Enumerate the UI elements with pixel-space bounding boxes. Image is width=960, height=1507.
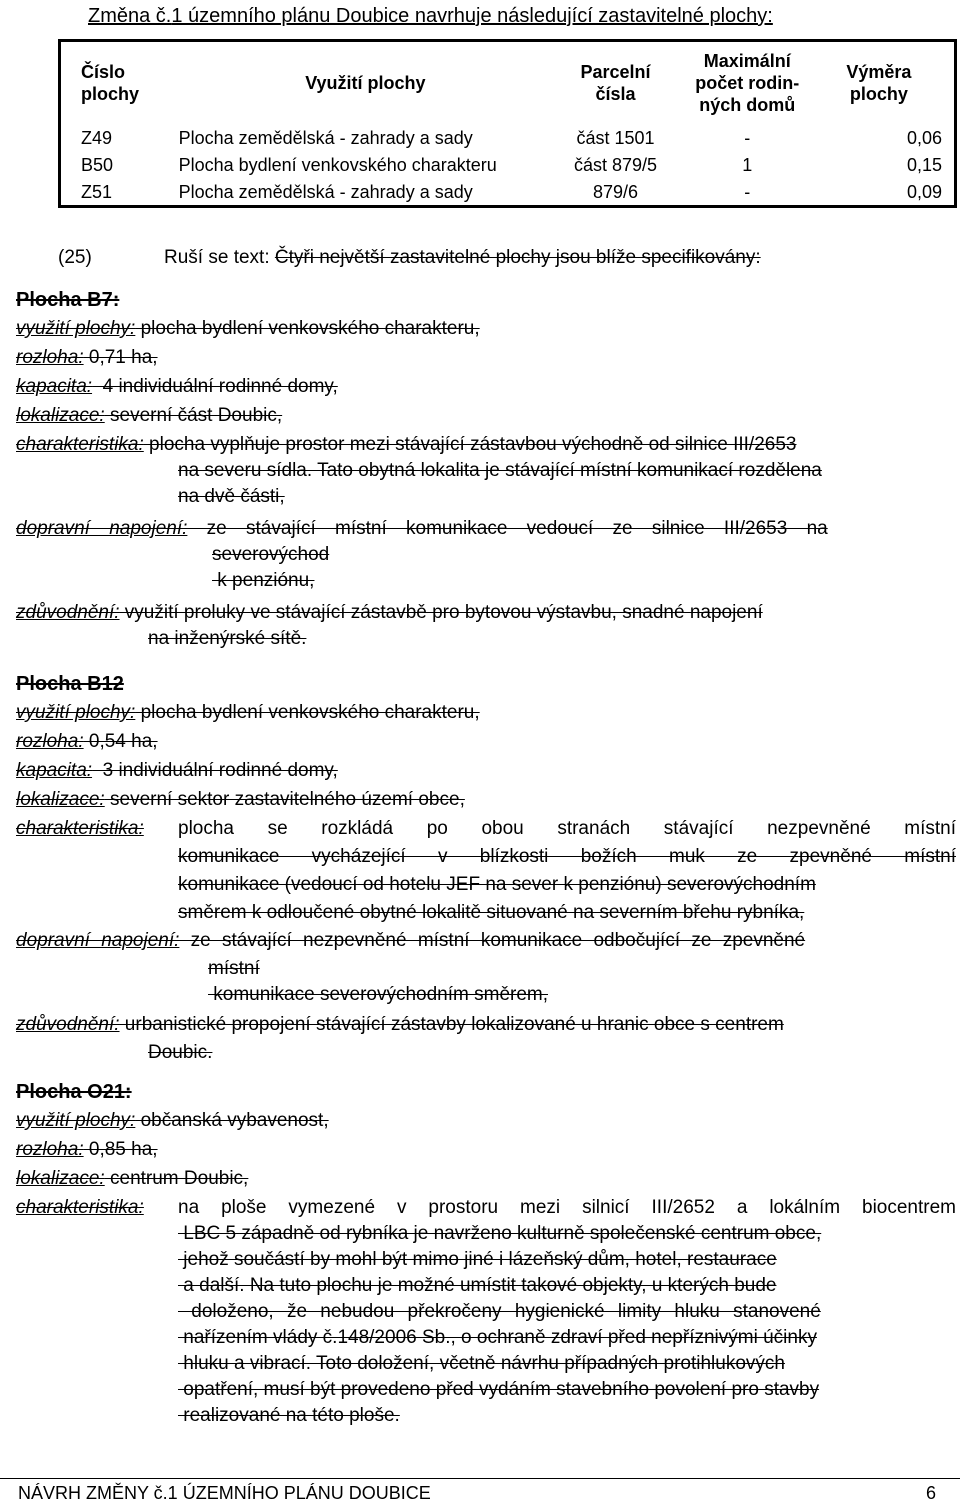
header-vymera [816, 41, 956, 125]
o21-char-line6: nařízením vlády č.148/2006 Sb., o ochraně zdraví před nepříznivými účinky [178, 1327, 817, 1348]
cell-cislo: Z51 [81, 181, 113, 202]
b12-vyuziti-label: využití plochy: [16, 702, 136, 723]
paragraph-25-struck: Čtyři největší zastavitelné plochy jsou blíže specifikovány: [274, 247, 761, 268]
o21-char-line8: opatření, musí být provedeno před vydáním stavebního povolení pro stavby [178, 1379, 820, 1400]
cell-cislo: Z49 [81, 127, 113, 148]
cell-vyuziti: Plocha zemědělská - zahrady a sady [178, 181, 473, 202]
o21-char-label: charakteristika: [16, 1197, 144, 1218]
header-vymera-l1: Výměra [846, 62, 912, 82]
b12-char-label: charakteristika: [16, 818, 144, 839]
header-parcelni-l2: čísla [595, 84, 636, 104]
header-cislo-l2: plochy [81, 84, 140, 104]
b12-lokalizace-value: severní sektor zastavitelného území obce, [104, 789, 465, 810]
paragraph-25-lead: Ruší se text: [164, 247, 275, 268]
header-max-l1: Maximální [703, 51, 791, 71]
b12-char-line4: směrem k odloučené obytné lokalitě situované na severním břehu rybníka, [178, 902, 805, 923]
plocha-b12-section [16, 671, 956, 1070]
b12-char-line1: plocha se rozkládá po obou stranách stávající nezpevněné místní [178, 818, 956, 839]
cell-domy: - [744, 181, 751, 202]
b12-kapacita-value: 3 individuální rodinné domy, [92, 760, 338, 781]
header-max-l2: počet rodin- [695, 73, 800, 93]
b12-kapacita-label: kapacita: [16, 760, 93, 781]
b7-rozloha [16, 345, 956, 374]
b7-char-line2: na severu sídla. Tato obytná lokalita je stávající místní komunikací rozdělena [178, 460, 822, 481]
b12-doprava-line3: komunikace severovýchodním směrem, [208, 984, 549, 1005]
page-footer [0, 1478, 960, 1507]
table-row [60, 178, 956, 207]
b7-vyuziti-value: plocha bydlení venkovského charakteru, [135, 318, 480, 339]
o21-char-line3: jehož součástí by mohl být mimo jiné i lázeňský dům, hotel, restaurace [178, 1249, 777, 1270]
b7-vyuziti-label: využití plochy: [16, 318, 136, 339]
plocha-o21-title: Plocha O21: [16, 1081, 132, 1103]
cell-vymera: 0,15 [906, 154, 942, 175]
o21-rozloha-value: 0,85 ha, [83, 1139, 158, 1160]
b7-char-line1: plocha vyplňuje prostor mezi stávající zástavbou východně od silnice III/2653 [143, 434, 797, 455]
o21-rozloha [16, 1137, 956, 1166]
intro-prefix: Změna č. [88, 5, 172, 27]
plocha-b7-title: Plocha B7: [16, 289, 120, 311]
b7-doprava-line2: severovýchod [212, 544, 330, 565]
b7-zduvodneni [16, 600, 956, 658]
b7-dopravni-napojeni [16, 516, 956, 600]
cell-domy: 1 [742, 154, 753, 175]
b7-kapacita-label: kapacita: [16, 376, 93, 397]
b12-rozloha [16, 729, 956, 758]
b12-lokalizace-label: lokalizace: [16, 789, 105, 810]
cell-vyuziti: Plocha zemědělská - zahrady a sady [178, 127, 473, 148]
header-parcelni [552, 41, 679, 125]
cell-domy: - [744, 127, 751, 148]
b12-kapacita [16, 758, 956, 787]
b12-rozloha-label: rozloha: [16, 731, 84, 752]
cell-vyuziti: Plocha bydlení venkovského charakteru [178, 154, 497, 175]
b7-rozloha-value: 0,71 ha, [83, 347, 158, 368]
cell-cislo: B50 [81, 154, 114, 175]
b12-doprava-label: dopravní napojení: [16, 930, 180, 951]
b7-vyuziti [16, 316, 956, 345]
b12-doprava-line1: ze stávající nezpevněné místní komunikace odbočující ze zpevněné [179, 930, 806, 951]
cell-parcelni: část 1501 [576, 127, 655, 148]
table-row [60, 124, 956, 151]
header-max-domu [679, 41, 816, 125]
table-row [60, 151, 956, 178]
intro-sentence [88, 2, 773, 30]
cell-vymera: 0,09 [906, 181, 942, 202]
paragraph-25 [58, 245, 761, 271]
cell-parcelni: 879/6 [592, 181, 638, 202]
o21-char-line9: realizované na této ploše. [178, 1405, 400, 1426]
b12-charakteristika [16, 816, 956, 928]
b7-doprava-line1: ze stávající místní komunikace vedoucí ze silnice III/2653 na [187, 518, 828, 539]
b7-char-label: charakteristika: [16, 434, 144, 455]
header-max-l3: ných domů [699, 95, 796, 115]
o21-lokalizace [16, 1166, 956, 1195]
cell-vymera: 0,06 [906, 127, 942, 148]
b7-char-line3: na dvě části, [178, 486, 285, 507]
b12-zduv-line1: urbanistické propojení stávající zástavby lokalizované u hranic obce s centrem [119, 1014, 784, 1035]
o21-lokalizace-label: lokalizace: [16, 1168, 105, 1189]
b7-kapacita-value: 4 individuální rodinné domy, [92, 376, 338, 397]
footer-document-title: NÁVRH ZMĚNY č.1 ÚZEMNÍHO PLÁNU DOUBICE [18, 1483, 431, 1503]
o21-char-line2: LBC 5 západně od rybníka je navrženo kulturně společenské centrum obce, [178, 1223, 822, 1244]
b7-lokalizace-label: lokalizace: [16, 405, 105, 426]
o21-vyuziti-value: občanská vybavenost, [135, 1110, 329, 1131]
header-cislo [60, 41, 179, 125]
intro-text: 1 územního plánu Doubice navrhuje následující zastavitelné plochy: [171, 5, 773, 27]
b12-vyuziti-value: plocha bydlení venkovského charakteru, [135, 702, 480, 723]
b7-zduv-line1: využití proluky ve stávající zástavbě pro bytovou výstavbu, snadné napojení [119, 602, 763, 623]
plocha-b7-section [16, 287, 956, 658]
b12-vyuziti [16, 700, 956, 729]
header-vymera-l2: plochy [849, 84, 908, 104]
plocha-o21-section [16, 1079, 956, 1429]
zastavitelne-plochy-table [58, 39, 957, 208]
o21-char-line4: a další. Na tuto plochu je možné umístit takové objekty, u kterých bude [178, 1275, 777, 1296]
b12-lokalizace [16, 787, 956, 816]
b7-zduv-label: zdůvodnění: [16, 602, 120, 623]
header-vyuziti: Využití plochy [305, 73, 426, 93]
b7-rozloha-label: rozloha: [16, 347, 84, 368]
b12-zduvodneni [16, 1012, 956, 1070]
o21-char-line1: na ploše vymezené v prostoru mezi silnicí III/2652 a lokálním biocentrem [178, 1197, 956, 1218]
header-cislo-l1: Číslo [81, 62, 126, 82]
o21-vyuziti-label: využití plochy: [16, 1110, 136, 1131]
b12-char-line2: komunikace vycházející v blízkosti božích muk ze zpevněné místní [178, 846, 956, 867]
b7-lokalizace-value: severní část Doubic, [104, 405, 283, 426]
paragraph-number: (25) [58, 247, 92, 268]
b12-dopravni-napojeni [16, 928, 956, 1012]
b12-doprava-line2: místní [208, 958, 260, 979]
o21-vyuziti [16, 1108, 956, 1137]
o21-lokalizace-value: centrum Doubic, [104, 1168, 249, 1189]
b7-charakteristika [16, 432, 956, 516]
o21-rozloha-label: rozloha: [16, 1139, 84, 1160]
b7-doprava-label: dopravní napojení: [16, 518, 188, 539]
b7-kapacita [16, 374, 956, 403]
b7-doprava-line3: k penziónu, [212, 570, 315, 591]
o21-charakteristika [16, 1195, 956, 1429]
b12-rozloha-value: 0,54 ha, [83, 731, 158, 752]
page-number: 6 [925, 1483, 936, 1503]
header-parcelni-l1: Parcelní [580, 62, 651, 82]
table-header-row [60, 41, 956, 125]
b7-lokalizace [16, 403, 956, 432]
b12-zduv-line2: Doubic. [148, 1042, 213, 1063]
cell-parcelni: část 879/5 [573, 154, 657, 175]
b12-zduv-label: zdůvodnění: [16, 1014, 120, 1035]
b12-char-line3: komunikace (vedoucí od hotelu JEF na sever k penziónu) severovýchodním [178, 874, 816, 895]
b7-zduv-line2: na inženýrské sítě. [148, 628, 307, 649]
paragraph-25-text [164, 245, 761, 271]
o21-char-line5: doloženo, že nebudou překročeny hygienické limity hluku stanovené [178, 1301, 821, 1322]
plocha-b12-title: Plocha B12 [16, 673, 124, 695]
o21-char-line7: hluku a vibrací. Toto doložení, včetně návrhu případných protihlukových [178, 1353, 785, 1374]
